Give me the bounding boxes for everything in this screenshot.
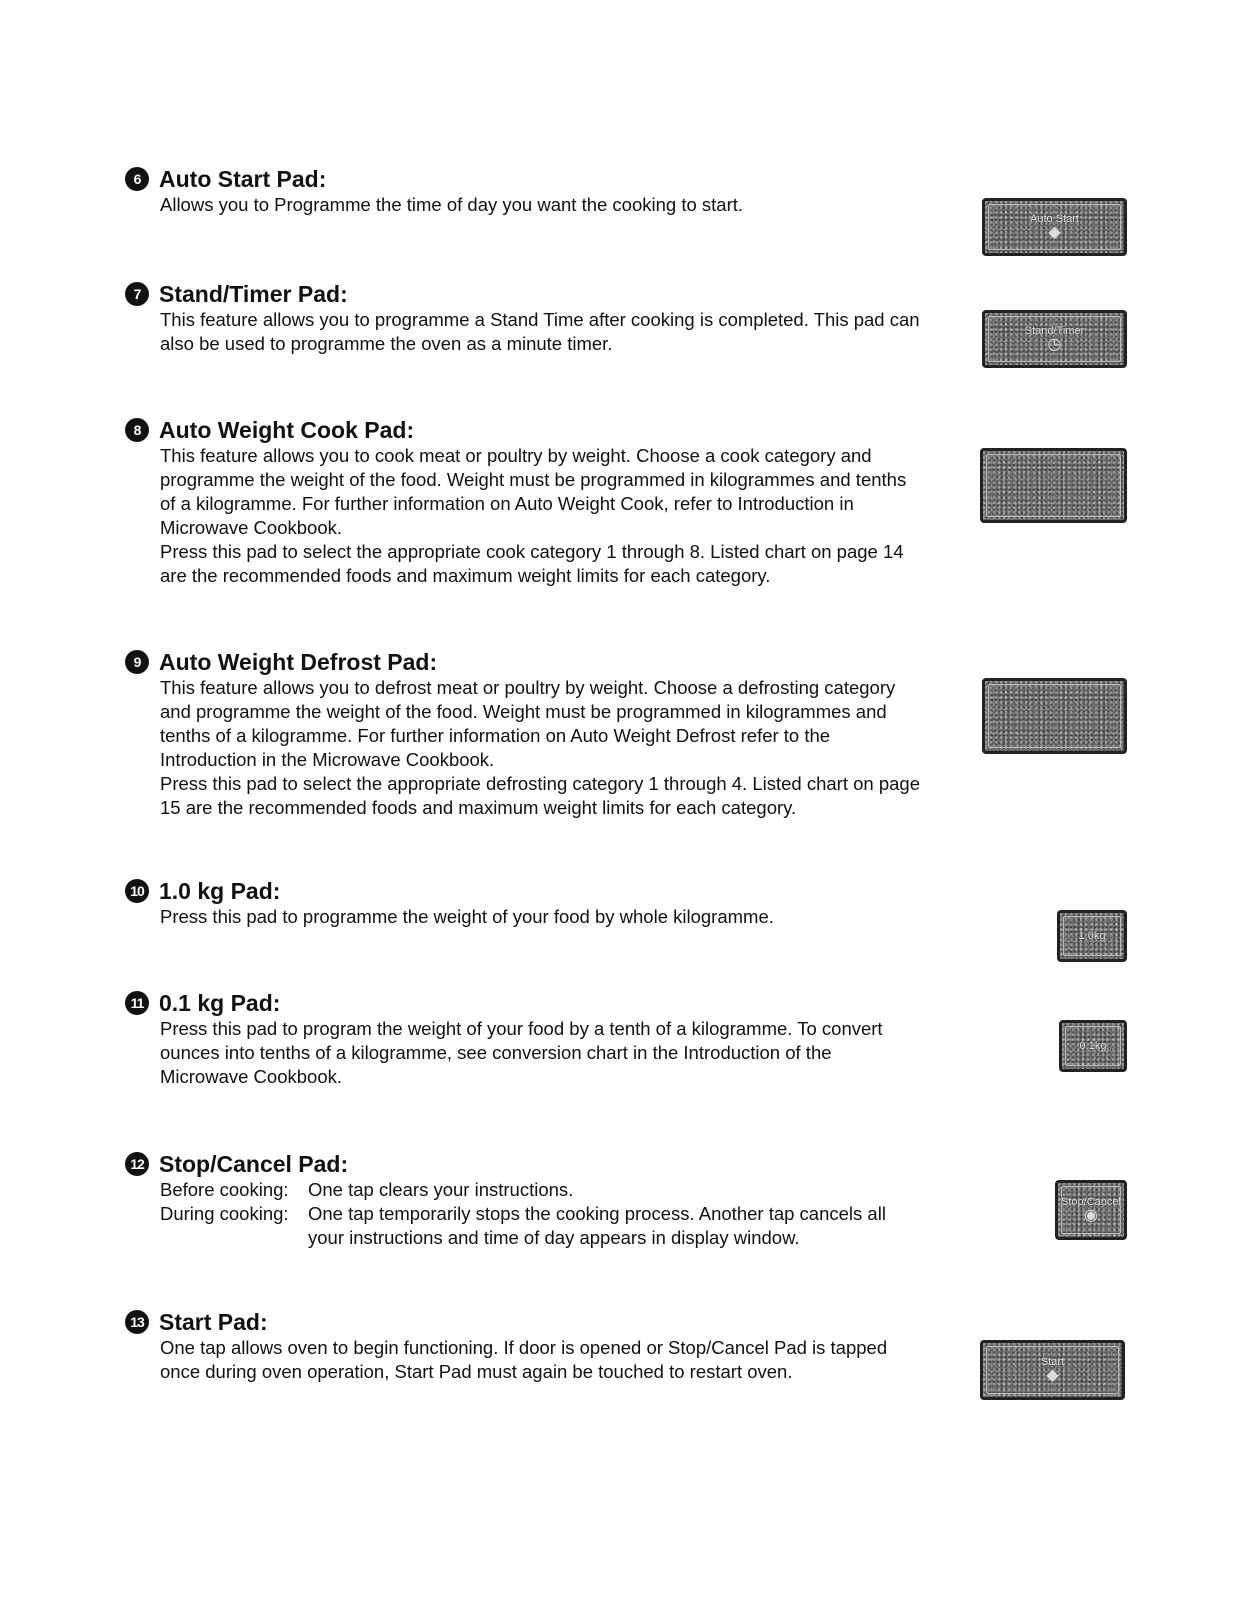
section-heading	[125, 989, 925, 1017]
definition-desc: One tap clears your instructions.	[308, 1179, 574, 1200]
section-auto-weight-cook	[125, 416, 925, 588]
section-title: Start Pad:	[159, 1308, 268, 1335]
clock-icon: ◷	[1047, 336, 1062, 353]
definition-term: Before cooking:	[160, 1179, 289, 1200]
section-title: Auto Weight Cook Pad:	[159, 416, 415, 443]
paragraph: Press this pad to select the appropriate defrosting category 1 through 4. Listed chart on page 15 are the recommended foods and maximum weight limits for each category.	[160, 773, 920, 818]
section-auto-weight-defrost	[125, 648, 925, 820]
section-title: 1.0 kg Pad:	[159, 877, 281, 904]
pad-label: Stop/Cancel	[1061, 1196, 1121, 1208]
section-heading	[125, 877, 925, 905]
section-body	[160, 1336, 925, 1384]
paragraph: This feature allows you to defrost meat or poultry by weight. Choose a defrosting category and programme the weight of the food. Weight must be programmed in kilogrammes and tenths of a kilogramme. For further information on Auto Weight Defrost refer to the Introduction in the Microwave Cookbook.	[160, 677, 896, 770]
pad-label: 1.0kg	[1078, 930, 1106, 942]
section-body	[160, 905, 925, 929]
paragraph: One tap allows oven to begin functioning. If door is opened or Stop/Cancel Pad is tapped once during oven operation, Start Pad must again be touched to restart oven.	[160, 1337, 888, 1382]
auto-weight-defrost-pad-image	[982, 678, 1127, 754]
start-pad-image	[980, 1340, 1125, 1400]
definition-term: During cooking:	[160, 1203, 289, 1224]
section-body	[160, 444, 925, 588]
section-auto-start	[125, 165, 925, 217]
section-stop-cancel	[125, 1150, 925, 1250]
item-number-badge: 12	[125, 1152, 149, 1176]
definition-desc: One tap temporarily stops the cooking process. Another tap cancels all your instructions and time of day appears in display window.	[308, 1203, 886, 1248]
definition-list	[160, 1178, 925, 1250]
item-number-badge: 6	[125, 167, 149, 191]
definition-row	[160, 1178, 925, 1202]
section-title: 0.1 kg Pad:	[159, 989, 281, 1016]
item-number-badge: 9	[125, 650, 149, 674]
item-number-badge: 11	[125, 991, 149, 1015]
auto-start-pad-image	[982, 198, 1127, 256]
section-heading	[125, 165, 925, 193]
0-1-kg-pad-image	[1059, 1020, 1127, 1072]
section-heading	[125, 280, 925, 308]
pad-label: Stand/Timer	[1024, 325, 1085, 337]
section-body	[160, 1017, 925, 1089]
section-start	[125, 1308, 925, 1384]
item-number-badge: 7	[125, 282, 149, 306]
paragraph: This feature allows you to cook meat or poultry by weight. Choose a cook category and programme the weight of the food. Weight must be programmed in kilogrammes and tenths of a kilogramme. For further information on Auto Weight Cook, refer to Introduction in Microwave Cookbook.	[160, 445, 907, 538]
diamond-icon: ◆	[1048, 224, 1061, 241]
paragraph: Press this pad to program the weight of your food by a tenth of a kilogramme. To convert ounces into tenths of a kilogramme, see conversion chart in the Introduction of the Microwave Cookbook.	[160, 1018, 883, 1087]
section-body	[160, 193, 925, 217]
section-title: Auto Start Pad:	[159, 165, 327, 192]
definition-row	[160, 1202, 925, 1250]
stop-cancel-pad-image	[1055, 1180, 1127, 1240]
pad-label: Auto Start	[1030, 213, 1079, 225]
section-title: Auto Weight Defrost Pad:	[159, 648, 438, 675]
pad-label: 0.1kg	[1079, 1040, 1107, 1052]
paragraph: This feature allows you to programme a Stand Time after cooking is completed. This pad can also be used to programme the oven as a minute timer.	[160, 309, 920, 354]
section-heading	[125, 1308, 925, 1336]
paragraph: Allows you to Programme the time of day you want the cooking to start.	[160, 194, 744, 215]
stop-icon: ◉	[1084, 1207, 1098, 1224]
section-body	[160, 676, 925, 820]
stand-timer-pad-image	[982, 310, 1127, 368]
section-title: Stop/Cancel Pad:	[159, 1150, 349, 1177]
item-number-badge: 13	[125, 1310, 149, 1334]
section-heading	[125, 1150, 925, 1178]
item-number-badge: 10	[125, 879, 149, 903]
1-0-kg-pad-image	[1057, 910, 1127, 962]
section-0-1-kg	[125, 989, 925, 1089]
section-heading	[125, 648, 925, 676]
section-stand-timer	[125, 280, 925, 356]
section-title: Stand/Timer Pad:	[159, 280, 348, 307]
section-heading	[125, 416, 925, 444]
section-body	[160, 308, 925, 356]
diamond-icon: ◆	[1046, 1367, 1059, 1384]
paragraph: Press this pad to programme the weight of your food by whole kilogramme.	[160, 906, 774, 927]
auto-weight-cook-pad-image	[980, 448, 1127, 523]
pad-label: Start	[1040, 1356, 1065, 1368]
section-1-0-kg	[125, 877, 925, 929]
item-number-badge: 8	[125, 418, 149, 442]
paragraph: Press this pad to select the appropriate cook category 1 through 8. Listed chart on page 14 are the recommended foods and maximum weight limits for each category.	[160, 541, 904, 586]
